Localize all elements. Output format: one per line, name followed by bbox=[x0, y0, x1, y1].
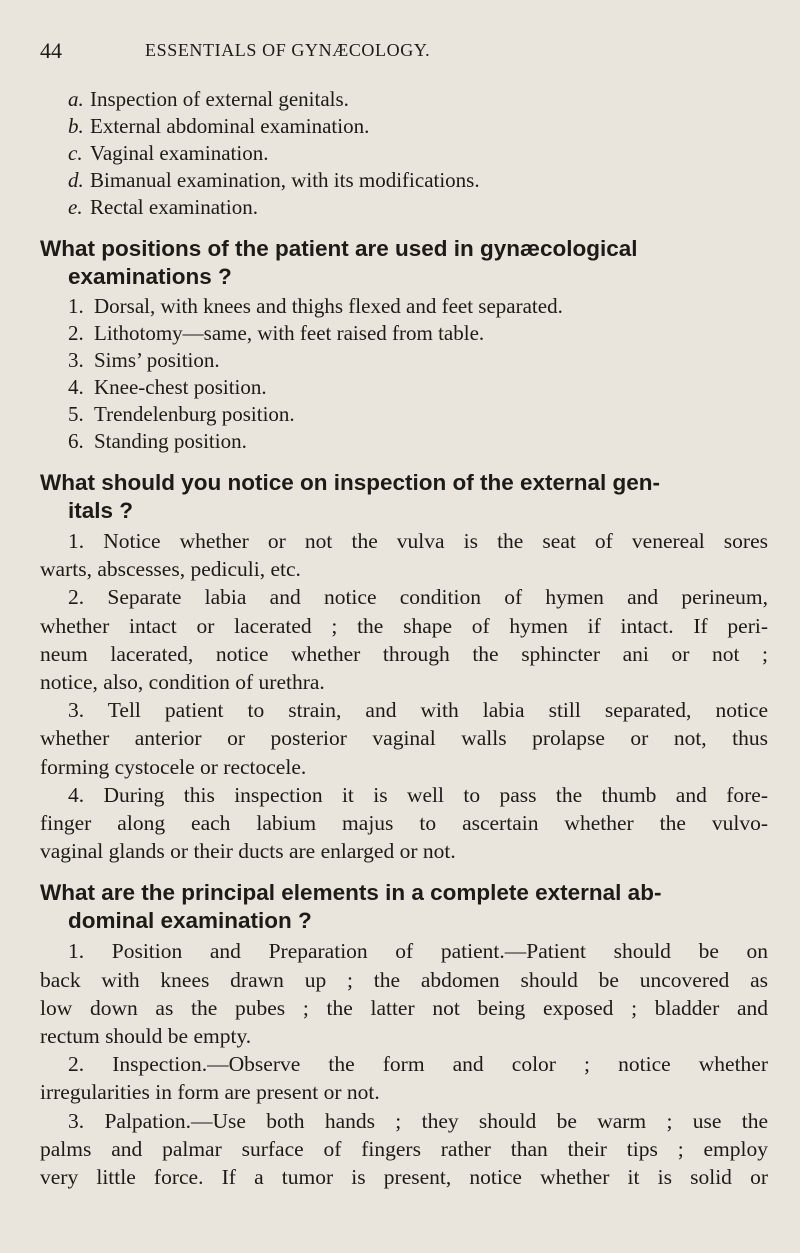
list-item: 2. Lithotomy—same, with feet raised from table. bbox=[68, 321, 485, 345]
list-item: b. External abdominal examination. bbox=[68, 114, 370, 138]
examination-list bbox=[40, 86, 768, 221]
list-item: a. Inspection of external genitals. bbox=[68, 87, 349, 111]
answer-paragraph: 2. Separate labia and notice condition of hymen and perineum, whether intact or lacerated ; the shape of hymen if intact. If peri- neum lacerated, notice whether through the sphincter ani or not ; notice, also, condition of urethra. bbox=[40, 585, 768, 695]
list-item: d. Bimanual examination, with its modifications. bbox=[68, 168, 480, 192]
answer-paragraph: 2. Inspection.—Observe the form and color ; notice whether irregularities in form are present or not. bbox=[40, 1052, 768, 1105]
answer-paragraph: 4. During this inspection it is well to pass the thumb and fore- finger along each labium majus to ascertain whether the vulvo- vaginal glands or their ducts are enlarged or not. bbox=[40, 782, 768, 864]
list-item: 4. Knee-chest position. bbox=[68, 375, 267, 399]
question-heading: What are the principal elements in a complete external ab- dominal examination ? bbox=[40, 880, 662, 934]
answer-paragraph: 3. Tell patient to strain, and with labia still separated, notice whether anterior or posterior vaginal walls prolapse or not, thus forming cystocele or rectocele. bbox=[40, 698, 768, 779]
positions-list bbox=[40, 293, 768, 455]
list-item: 6. Standing position. bbox=[68, 429, 247, 453]
question-heading: What positions of the patient are used in gynæcological examinations ? bbox=[40, 236, 638, 289]
list-item: 3. Sims’ position. bbox=[68, 348, 220, 372]
list-item: 5. Trendelenburg position. bbox=[68, 402, 295, 426]
answer-paragraph: 1. Notice whether or not the vulva is the seat of venereal sores warts, abscesses, pediculi, etc. bbox=[40, 529, 768, 582]
list-item: e. Rectal examination. bbox=[68, 195, 258, 219]
running-title: ESSENTIALS OF GYNÆCOLOGY. bbox=[145, 40, 431, 60]
page-number: 44 bbox=[40, 38, 62, 63]
answer-paragraph: 3. Palpation.—Use both hands ; they should be warm ; use the palms and palmar surface of fingers rather than their tips ; employ very little force. If a tumor is present, notice whether it is solid or bbox=[40, 1108, 768, 1190]
list-item: c. Vaginal examination. bbox=[68, 141, 269, 165]
book-page bbox=[40, 38, 768, 1191]
question-heading: What should you notice on inspection of the external gen- itals ? bbox=[40, 470, 661, 523]
running-header bbox=[40, 38, 768, 68]
list-item: 1. Dorsal, with knees and thighs flexed and feet separated. bbox=[68, 294, 563, 318]
answer-paragraph: 1. Position and Preparation of patient.—Patient should be on back with knees drawn up ; the abdomen should be uncovered as low down as the pubes ; the latter not being exposed ; bladder and rectum should be empty. bbox=[40, 939, 768, 1049]
